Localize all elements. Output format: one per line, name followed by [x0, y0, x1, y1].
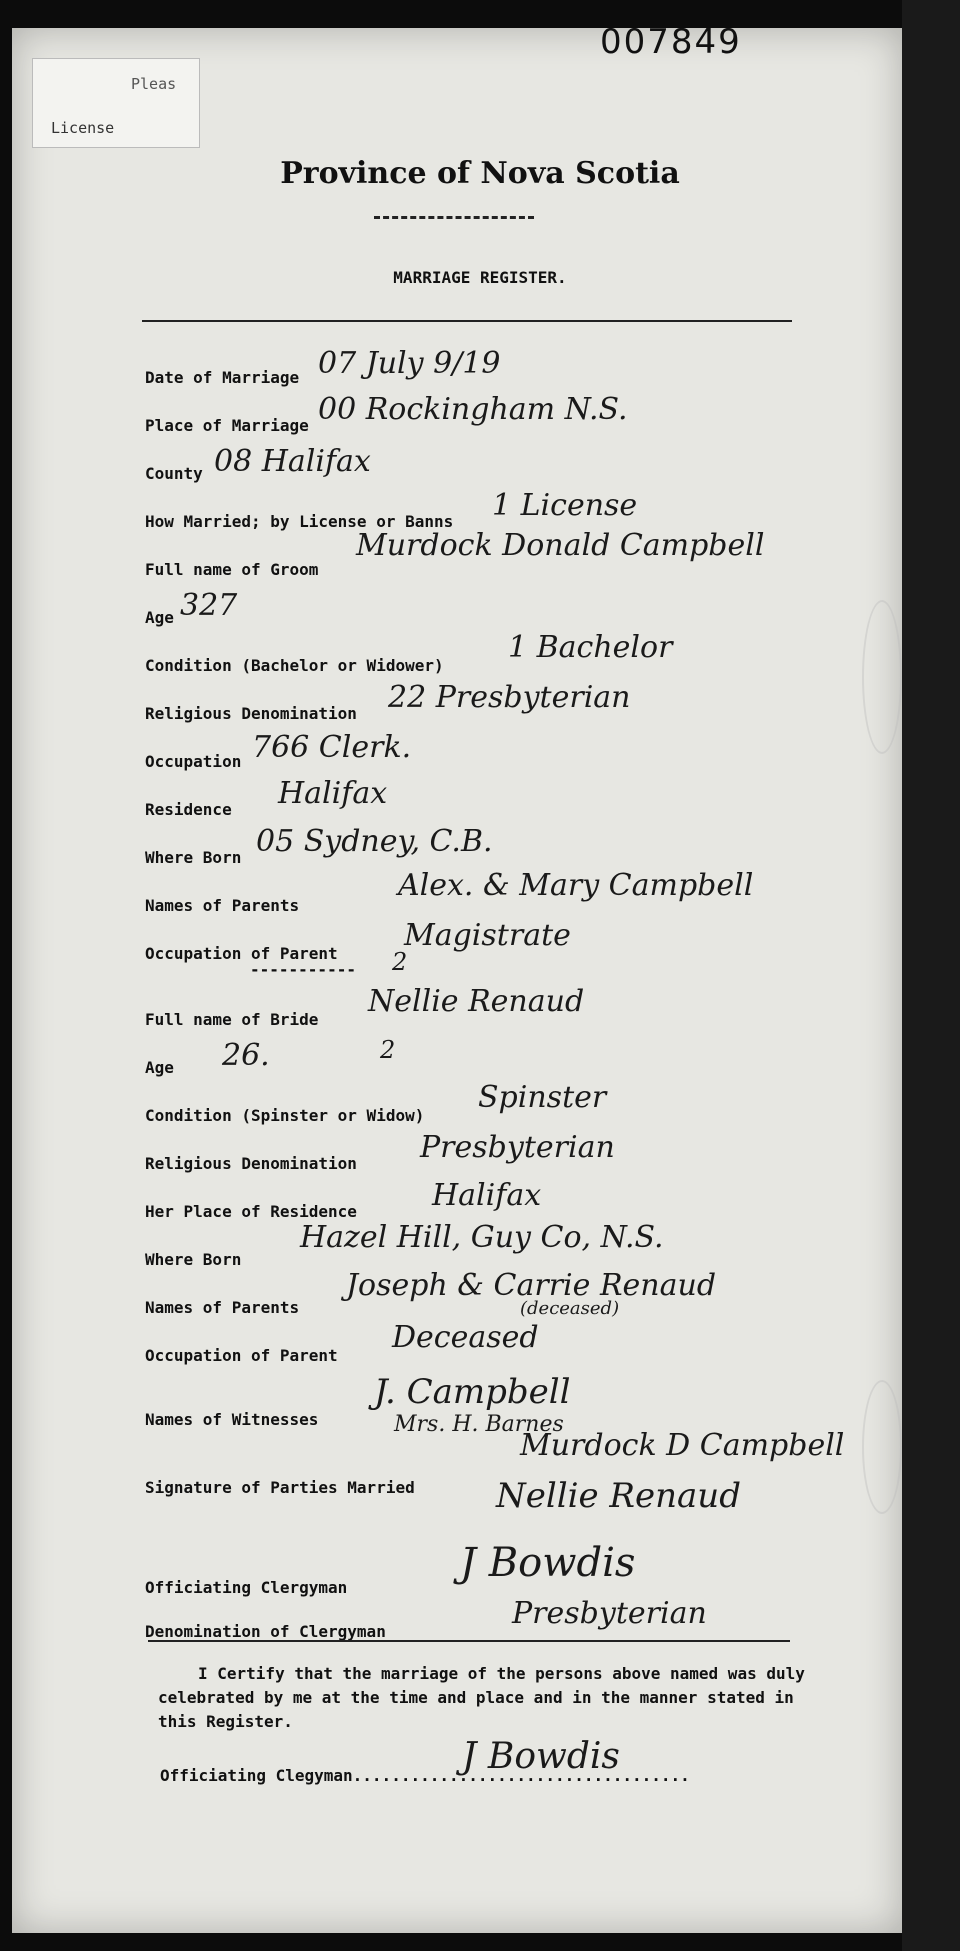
tag-line-1: Pleas	[131, 75, 177, 93]
field-value: Halifax	[432, 1178, 542, 1213]
watermark-seal	[862, 1380, 902, 1514]
field-value: Joseph & Carrie Renaud	[346, 1268, 717, 1303]
field-value: Alex. & Mary Campbell	[398, 868, 754, 903]
field-label: Names of Parents	[145, 896, 300, 915]
certification-signature: J Bowdis	[462, 1736, 620, 1777]
field-value: Spinster	[478, 1080, 607, 1115]
field-label: Place of Marriage	[145, 416, 309, 435]
field-value: 26.	[222, 1038, 270, 1073]
register-title: MARRIAGE REGISTER.	[393, 268, 567, 287]
tag-line-2: License	[51, 119, 115, 137]
field-value: Presbyterian	[420, 1130, 615, 1165]
witness-signature: J. Campbell	[374, 1372, 571, 1412]
serial-number: 007849	[600, 22, 742, 62]
bride-signature: Nellie Renaud	[496, 1476, 741, 1516]
certification-body: I Certify that the marriage of the persons above named was duly celebrated by me at the time and place and in the manner stated in this Register.	[158, 1664, 805, 1731]
watermark-seal	[862, 600, 902, 754]
field-label: Full name of Bride	[145, 1010, 319, 1029]
field-label: Full name of Groom	[145, 560, 319, 579]
field-value: Magistrate	[404, 918, 571, 953]
field-label: Condition (Spinster or Widow)	[145, 1106, 425, 1125]
field-value: Halifax	[278, 776, 388, 811]
license-tag	[32, 58, 200, 148]
field-value: 327	[180, 588, 238, 623]
field-value: 00 Rockingham N.S.	[318, 392, 628, 427]
scan-border	[902, 0, 960, 1951]
field-label: Occupation	[145, 752, 242, 771]
field-value: Murdock Donald Campbell	[356, 528, 765, 563]
officiating-signature: J Bowdis	[460, 1540, 636, 1586]
field-value: 07 July 9/19	[318, 346, 501, 381]
field-value: Nellie Renaud	[368, 984, 585, 1019]
witnesses-label: Names of Witnesses	[145, 1410, 319, 1429]
field-value: Deceased	[392, 1320, 539, 1355]
officiating-label: Officiating Clergyman	[145, 1578, 348, 1597]
field-label: How Married; by License or Banns	[145, 512, 454, 531]
field-label: Names of Parents	[145, 1298, 300, 1317]
field-value: 05 Sydney, C.B.	[256, 824, 493, 859]
certification-text	[158, 1662, 818, 1734]
field-label: County	[145, 464, 203, 483]
field-value: 1 Bachelor	[508, 630, 673, 665]
parties-label: Signature of Parties Married	[145, 1478, 415, 1497]
field-label: Her Place of Residence	[145, 1202, 357, 1221]
document-page	[12, 28, 902, 1933]
field-label: Condition (Bachelor or Widower)	[145, 656, 444, 675]
field-label: Residence	[145, 800, 232, 819]
denomination-label: Denomination of Clergyman	[145, 1622, 386, 1641]
clergy-rule	[148, 1640, 790, 1642]
denomination-value: Presbyterian	[512, 1596, 707, 1631]
groom-signature: Murdock D Campbell	[520, 1428, 845, 1463]
title-divider	[374, 216, 534, 219]
field-label: Occupation of Parent	[145, 944, 338, 963]
certification-signature-label: Officiating Clegyman	[160, 1766, 353, 1785]
field-label: Religious Denomination	[145, 704, 357, 723]
field-label: Where Born	[145, 1250, 242, 1269]
field-value: 22 Presbyterian	[388, 680, 631, 715]
field-value: 1 License	[492, 488, 638, 523]
field-value: 08 Halifax	[214, 444, 371, 479]
parents-note: (deceased)	[520, 1298, 620, 1319]
field-label: Date of Marriage	[145, 368, 300, 387]
field-label: Age	[145, 1058, 174, 1077]
section-separator: -----------	[250, 960, 356, 979]
header-rule	[142, 320, 792, 322]
field-label: Occupation of Parent	[145, 1346, 338, 1365]
separator-mark: 2	[392, 948, 408, 976]
field-value: 766 Clerk.	[252, 730, 412, 765]
field-label: Where Born	[145, 848, 242, 867]
field-value: Hazel Hill, Guy Co, N.S.	[300, 1220, 664, 1255]
witness-signature: Mrs. H. Barnes	[394, 1412, 564, 1437]
field-label: Religious Denomination	[145, 1154, 357, 1173]
signature-dots: ...................................	[352, 1766, 690, 1785]
field-label: Age	[145, 608, 174, 627]
age-mark: 2	[380, 1036, 396, 1064]
province-title: Province of Nova Scotia	[280, 156, 680, 191]
